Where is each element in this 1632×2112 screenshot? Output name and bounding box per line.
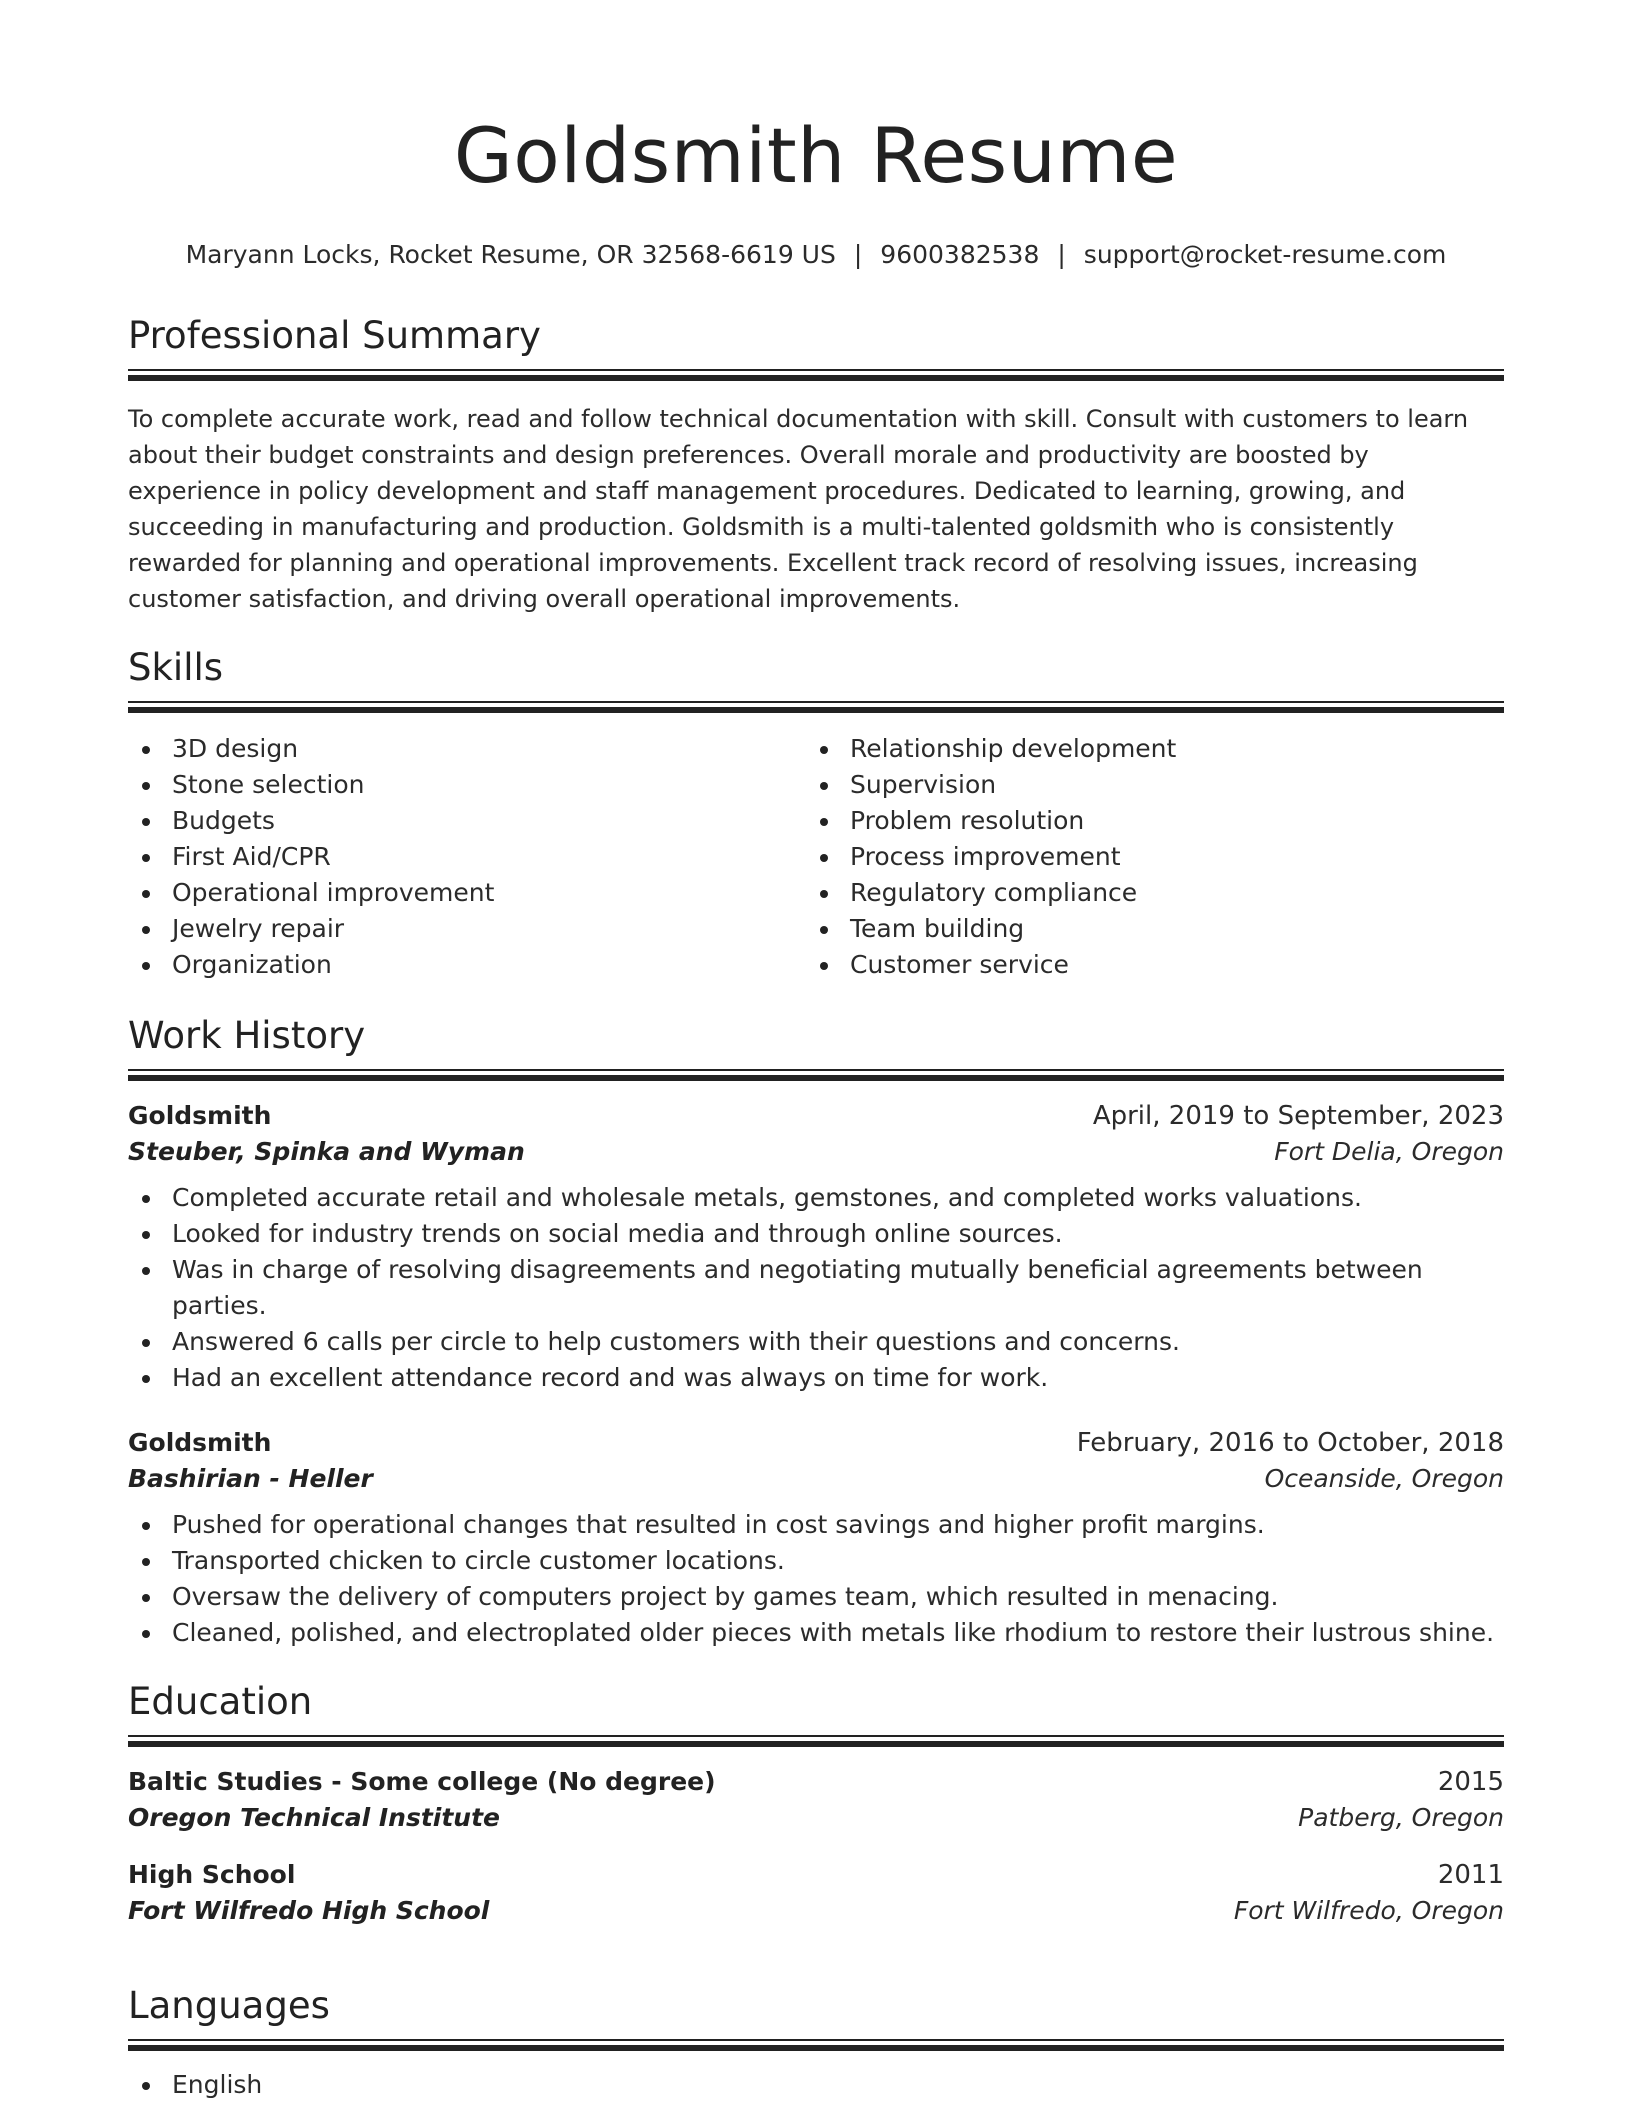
skills-section [128,648,1504,983]
work-history-section [128,1016,1504,1651]
section-heading: Professional Summary [128,314,541,357]
education-year: 2011 [1437,1859,1504,1890]
language-item: English [128,2067,1504,2103]
job-bullets [128,1180,1504,1396]
job-bullet: Completed accurate retail and wholesale metals, gemstones, and completed works valuations. [128,1180,1504,1216]
languages-list [128,2067,1504,2103]
section-divider [128,1735,1504,1749]
resume-title: Goldsmith Resume [453,111,1179,200]
summary-section [128,316,1504,617]
skill-item: 3D design [128,731,806,767]
contact-line [128,240,1504,269]
skill-item: Budgets [128,803,806,839]
skill-item: First Aid/CPR [128,839,806,875]
contact-email: support@rocket-resume.com [1083,240,1447,269]
job-company: Steuber, Spinka and Wyman [128,1136,525,1166]
job-location: Oceanside, Oregon [1264,1463,1504,1493]
job-bullet: Cleaned, polished, and electroplated older pieces with metals like rhodium to restore their lustrous shine. [128,1615,1504,1651]
skill-item: Regulatory compliance [806,875,1484,911]
job-bullet: Transported chicken to circle customer locations. [128,1543,1504,1579]
education-year: 2015 [1437,1766,1504,1797]
skill-item: Stone selection [128,767,806,803]
skill-item: Customer service [806,947,1484,983]
job-dates: April, 2019 to September, 2023 [1092,1100,1504,1131]
education-header [128,1860,1504,1890]
education-location: Patberg, Oregon [1298,1802,1504,1832]
job-header [128,1101,1504,1131]
job-entry [128,1428,1504,1651]
education-school: Oregon Technical Institute [128,1802,500,1832]
section-heading: Skills [128,646,224,689]
job-bullet: Oversaw the delivery of computers project by games team, which resulted in menacing. [128,1579,1504,1615]
summary-text: To complete accurate work, read and follow technical documentation with skill. Consult with customers to learn about their budget constraints and design preferences. Overall morale and productivity are boosted by experience in policy development and staff management procedures. Dedicated to learning, growing, and succeeding in manufacturing and production. Goldsmith is a multi-talented goldsmith who is consistently rewarded for planning and operational improvements. Excellent track record of resolving issues, increasing customer satisfaction, and driving overall operational improvements. [128,404,1469,613]
skill-item: Problem resolution [806,803,1484,839]
contact-address: Maryann Locks, Rocket Resume, OR 32568-6619 US [185,240,836,269]
job-bullet: Was in charge of resolving disagreements and negotiating mutually beneficial agreements between parties. [128,1252,1504,1324]
section-heading: Languages [128,1984,330,2027]
education-header [128,1767,1504,1797]
job-bullet: Had an excellent attendance record and was always on time for work. [128,1360,1504,1396]
job-title: Goldsmith [128,1100,272,1130]
education-entry [128,1860,1504,1925]
skill-item: Supervision [806,767,1484,803]
job-title: Goldsmith [128,1427,272,1457]
job-bullets [128,1507,1504,1651]
section-divider [128,369,1504,383]
job-entry [128,1101,1504,1396]
job-dates: February, 2016 to October, 2018 [1076,1427,1504,1458]
skills-list-left [128,731,806,983]
skills-list-right [806,731,1484,983]
section-heading: Work History [128,1014,366,1057]
education-entry [128,1767,1504,1832]
job-bullet: Answered 6 calls per circle to help customers with their questions and concerns. [128,1324,1504,1360]
contact-phone: 9600382538 [880,240,1040,269]
section-divider [128,1069,1504,1083]
education-school: Fort Wilfredo High School [128,1895,490,1925]
job-bullet: Pushed for operational changes that resulted in cost savings and higher profit margins. [128,1507,1504,1543]
job-header [128,1428,1504,1458]
job-location: Fort Delia, Oregon [1274,1136,1504,1166]
skill-item: Relationship development [806,731,1484,767]
skill-item: Process improvement [806,839,1484,875]
education-subheader [128,1896,1504,1925]
education-degree: Baltic Studies - Some college (No degree) [128,1766,716,1796]
education-degree: High School [128,1859,296,1889]
job-subheader [128,1464,1504,1493]
education-subheader [128,1803,1504,1832]
skill-item: Operational improvement [128,875,806,911]
job-bullet: Looked for industry trends on social media and through online sources. [128,1216,1504,1252]
contact-separator: | [1057,240,1066,269]
education-location: Fort Wilfredo, Oregon [1233,1895,1504,1925]
skill-item: Organization [128,947,806,983]
education-section [128,1682,1504,1925]
section-divider [128,701,1504,715]
section-divider [128,2039,1504,2053]
skill-item: Jewelry repair [128,911,806,947]
section-heading: Education [128,1680,313,1723]
skill-item: Team building [806,911,1484,947]
skills-columns [128,731,1504,983]
job-company: Bashirian - Heller [128,1463,373,1493]
contact-separator: | [853,240,863,269]
job-subheader [128,1137,1504,1166]
languages-section [128,1986,1504,2103]
